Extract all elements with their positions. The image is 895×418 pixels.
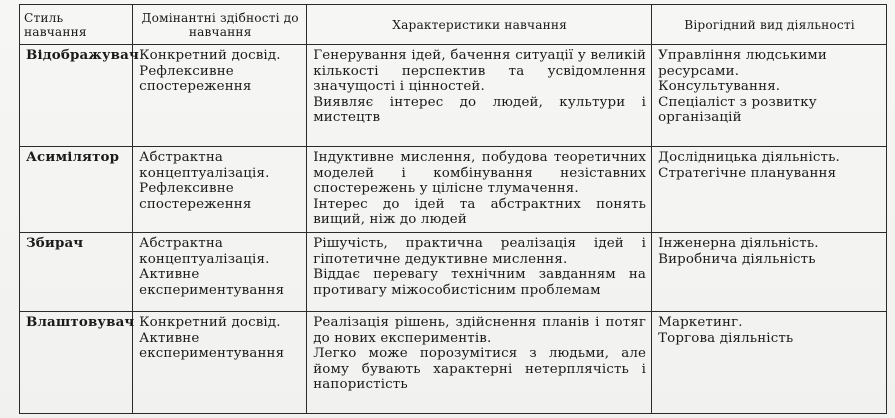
activity-item: Торгова діяльність xyxy=(658,330,794,346)
trait-item: Рішучість, практична реалізація ідей і гіпотетичне дедуктивне мислення. xyxy=(313,235,647,267)
activity-item: Стратегічне планування xyxy=(658,165,837,181)
activities-cell xyxy=(652,232,887,311)
activity-item: Виробнича діяльність xyxy=(658,251,816,267)
trait-item: Інтерес до ідей та абстрактних понять вищий, ніж до людей xyxy=(313,196,647,228)
trait-item: Генерування ідей, бачення ситуації у великій кількості перспектив та усвідомлення значущості і цінностей. xyxy=(313,48,647,95)
activities-cell xyxy=(652,311,887,413)
activity-item: Консультування. xyxy=(658,79,781,95)
abilities-cell xyxy=(133,232,307,311)
traits-cell xyxy=(307,147,652,233)
activity-item: Управління людськими ресурсами. xyxy=(658,48,827,79)
activities-cell xyxy=(652,147,887,233)
style-cell: Збирач xyxy=(20,232,133,311)
activity-item: Спеціаліст з розвитку організацій xyxy=(658,94,817,126)
abilities-cell xyxy=(133,147,307,233)
traits-cell xyxy=(307,45,652,147)
traits-cell xyxy=(307,232,652,311)
ability-item: Абстрактна концептуалізація. xyxy=(139,150,270,181)
traits-cell xyxy=(307,311,652,413)
trait-item: Реалізація рішень, здійснення планів і потяг до нових експериментів. xyxy=(313,314,647,346)
ability-item: Абстрактна концептуалізація. xyxy=(139,235,270,267)
table-row xyxy=(20,311,887,413)
ability-item: Активне експериментування xyxy=(139,267,285,298)
activities-cell xyxy=(652,45,887,147)
trait-item: Легко може порозумітися з людьми, але йому бувають характерні нетерплячість і напористість xyxy=(313,346,647,393)
activity-item: Маркетинг. xyxy=(658,314,743,330)
trait-item: Віддає перевагу технічним завданням на противагу міжособистісним проблемам xyxy=(313,267,647,298)
style-cell: Асимілятор xyxy=(20,147,133,233)
table-header-row xyxy=(20,5,887,45)
ability-item: Конкретний досвід. xyxy=(139,48,281,63)
header-learning-style: Стиль навчання xyxy=(20,5,133,45)
learning-styles-table xyxy=(19,4,887,414)
style-cell: Влаштовувач xyxy=(20,311,133,413)
trait-item: Індуктивне мислення, побудова теоретичних моделей і комбінування незіставних спостережень у цілісне тлумачення. xyxy=(313,150,647,197)
header-dominant-abilities: Домінантні здібності до навчання xyxy=(133,5,307,45)
activity-item: Дослідницька діяльність. xyxy=(658,150,840,165)
ability-item: Конкретний досвід. xyxy=(139,314,281,330)
table-row xyxy=(20,232,887,311)
header-likely-activity: Вірогідний вид діяльності xyxy=(652,5,887,45)
abilities-cell xyxy=(133,45,307,147)
ability-item: Активне експериментування xyxy=(139,330,285,362)
header-learning-characteristics: Характеристики навчання xyxy=(307,5,652,45)
table-row xyxy=(20,45,887,147)
ability-item: Рефлексивне спостереження xyxy=(139,181,252,212)
abilities-cell xyxy=(133,311,307,413)
style-cell: Відображувач xyxy=(20,45,133,147)
table-row xyxy=(20,147,887,233)
ability-item: Рефлексивне спостереження xyxy=(139,63,252,95)
activity-item: Інженерна діяльність. xyxy=(658,235,819,251)
trait-item: Виявляє інтерес до людей, культури і мистецтв xyxy=(313,94,647,126)
